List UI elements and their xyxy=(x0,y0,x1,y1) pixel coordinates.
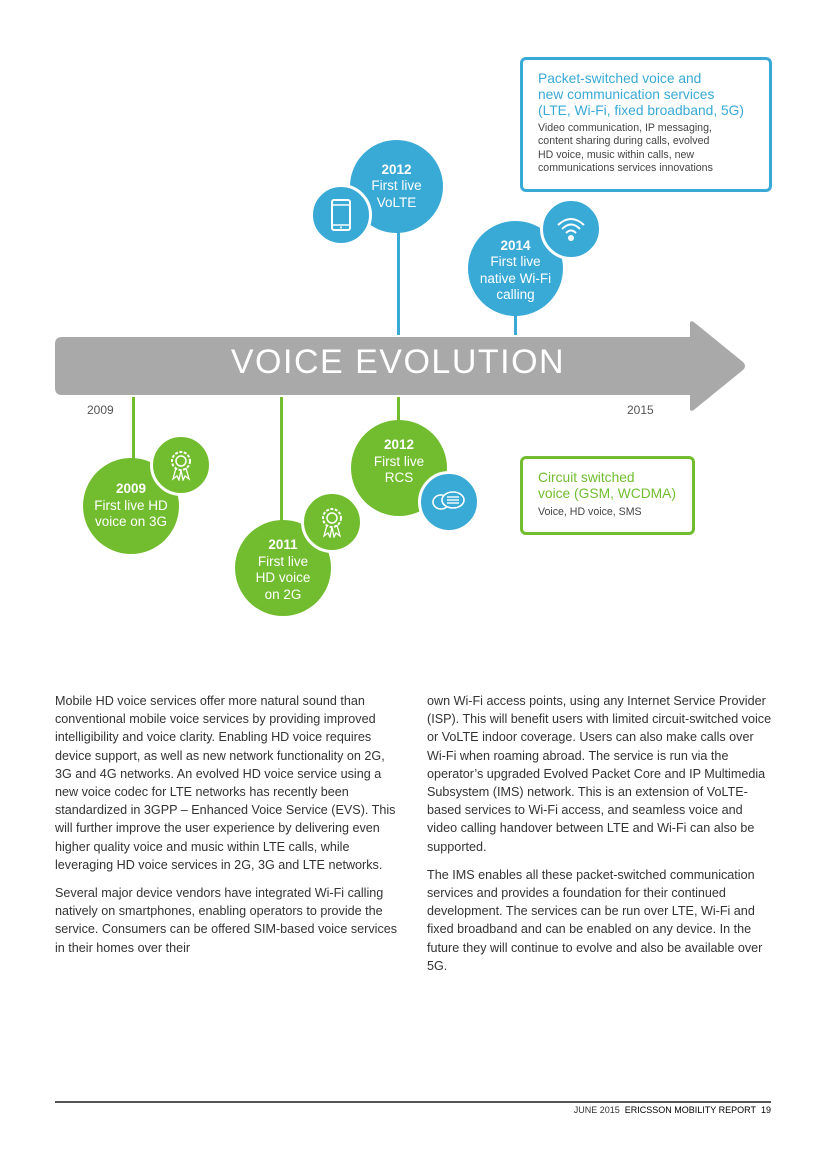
body-column-1 xyxy=(55,692,403,967)
milestone-text: native Wi-Fi xyxy=(479,270,552,286)
milestone-text: First live xyxy=(371,178,422,194)
box-text: HD voice, music within calls, new xyxy=(538,148,695,161)
milestone-text: First live xyxy=(490,254,541,269)
milestone-year: 2012 xyxy=(383,437,415,453)
wifi-icon xyxy=(540,198,602,260)
box-text: communications services innovations xyxy=(538,161,713,174)
paragraph: Mobile HD voice services offer more natural sound than conventional mobile voice services by providing improved intelligibility and voice clarity. Enabling HD voice requires device support, as well as new network functionality on 2G, 3G and 4G networks. An evolved HD voice service using a new voice codec for LTE networks has recently been standardized in 3GPP – Enhanced Voice Service (EVS). This will further improve the user experience by delivering even higher quality voice and music within LTE calls, while leveraging HD voice services in 2G, 3G and LTE networks. xyxy=(55,694,396,872)
start-year-label: 2009 xyxy=(87,403,114,417)
connector-line xyxy=(280,397,283,532)
box-title: new communication services xyxy=(538,87,715,102)
milestone-text: HD voice xyxy=(255,570,311,585)
infographic-title: VOICE EVOLUTION xyxy=(230,343,566,381)
milestone-text: First live xyxy=(257,553,309,569)
award-ribbon-icon xyxy=(150,434,212,496)
chat-bubbles-icon xyxy=(418,471,480,533)
box-title: (LTE, Wi-Fi, fixed broadband, 5G) xyxy=(538,103,745,118)
milestone-text: RCS xyxy=(384,470,414,486)
footer-report: ERICSSON MOBILITY REPORT xyxy=(624,1105,756,1115)
award-ribbon-icon xyxy=(301,491,363,553)
milestone-year: 2012 xyxy=(381,161,412,177)
paragraph: The IMS enables all these packet-switched communication services and provides a foundation for their continued development. The services can be run over LTE, Wi-Fi and fixed broadband and can be enabled on any device. In the future they will continue to evolve and also be available over 5G. xyxy=(427,867,763,973)
box-title: Packet-switched voice and xyxy=(538,71,702,86)
milestone-year: 2009 xyxy=(115,481,147,497)
milestone-year: 2014 xyxy=(500,237,531,253)
paragraph: Several major device vendors have integrated Wi-Fi calling natively on smartphones, enabling operators to provide the service. Consumers can be offered SIM-based voice services in their homes over their xyxy=(55,886,398,955)
circuit-switched-box xyxy=(520,456,695,535)
milestone-year: 2011 xyxy=(268,537,298,552)
connector-line xyxy=(397,225,400,335)
footer-date: JUNE 2015 xyxy=(573,1105,620,1115)
packet-switched-box xyxy=(520,57,772,192)
paragraph: own Wi-Fi access points, using any Internet Service Provider (ISP). This will benefit users with limited circuit-switched voice or VoLTE indoor coverage. Users can also make calls over Wi-Fi when roaming abroad. The service is run via the operator’s upgraded Evolved Packet Core and IP Multimedia Subsystem (IMS) network. This is an extension of VoLTE-based services to Wi-Fi access, and seamless voice and video calling handover between LTE and Wi-Fi can also be supported. xyxy=(427,694,772,854)
milestone-text: on 2G xyxy=(264,586,302,602)
footer-rule xyxy=(55,1101,771,1103)
box-title: voice (GSM, WCDMA) xyxy=(538,486,676,501)
milestone-text: First live xyxy=(373,453,425,469)
smartphone-icon xyxy=(310,184,372,246)
box-title: Circuit switched xyxy=(538,470,635,485)
page-number: 19 xyxy=(760,1105,771,1115)
milestone-text: calling xyxy=(496,287,535,302)
box-text: Voice, HD voice, SMS xyxy=(538,506,642,518)
milestone-text: First live HD xyxy=(94,497,168,513)
end-year-label: 2015 xyxy=(627,403,654,417)
milestone-text: voice on 3G xyxy=(94,514,168,530)
body-column-2 xyxy=(427,692,775,985)
page-footer xyxy=(574,1105,771,1115)
box-text: Video communication, IP messaging, xyxy=(538,122,712,134)
connector-line xyxy=(132,397,135,467)
milestone-text: VoLTE xyxy=(376,194,417,210)
box-text: content sharing during calls, evolved xyxy=(538,135,710,148)
